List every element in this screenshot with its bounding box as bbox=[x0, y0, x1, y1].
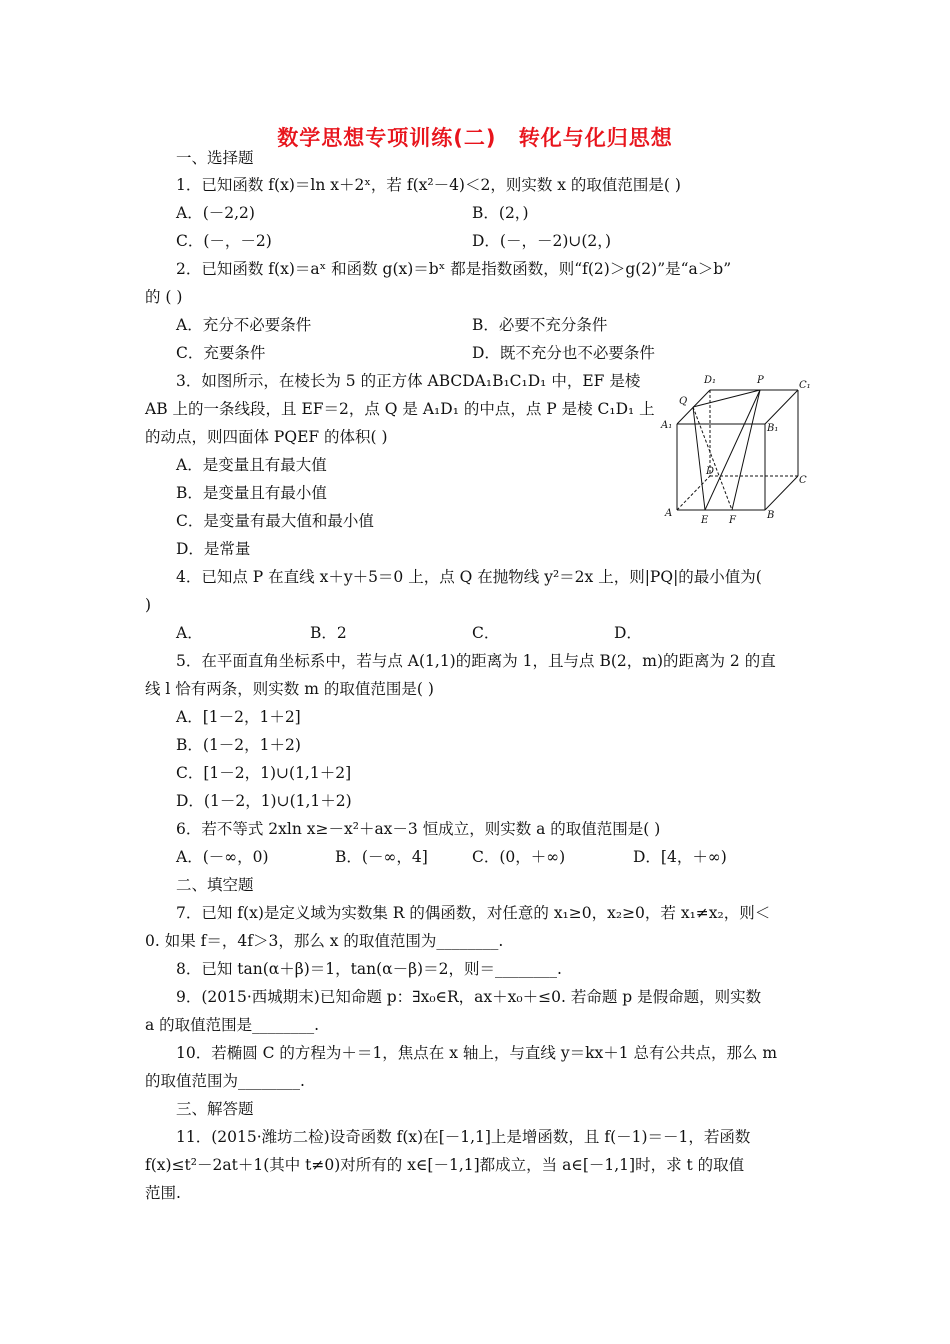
label-q: Q bbox=[679, 396, 688, 407]
question-7-stem: 7．已知 f(x)是定义域为实数集 R 的偶函数，对任意的 x₁≥0，x₂≥0，若 x₁≠x₂，则＜ bbox=[176, 904, 771, 922]
question-5-option-c: C．[1－2，1)∪(1,1＋2] bbox=[176, 764, 352, 782]
question-10-stem: 10．若椭圆 C 的方程为＋＝1，焦点在 x 轴上，与直线 y＝kx＋1 总有公共点，那么 m bbox=[176, 1044, 778, 1062]
question-5-option-b: B．(1－2，1＋2) bbox=[176, 736, 301, 754]
question-1-option-c: C．(－，－2) bbox=[176, 232, 272, 250]
section-heading-answer: 三、解答题 bbox=[176, 1100, 254, 1118]
page-title: 数学思想专项训练(二) 转化与化归思想 bbox=[277, 126, 673, 150]
question-9-continuation: a 的取值范围是________. bbox=[145, 1016, 320, 1034]
question-3-option-d: D．是常量 bbox=[176, 540, 251, 558]
segment-q-p bbox=[693, 390, 760, 407]
question-1-stem: 1．已知函数 f(x)＝ln x＋2ˣ，若 f(x²－4)＜2，则实数 x 的取值范围是( ) bbox=[176, 176, 681, 194]
question-5-continuation: 线 l 恰有两条，则实数 m 的取值范围是( ) bbox=[145, 680, 434, 698]
question-2-stem: 2．已知函数 f(x)＝aˣ 和函数 g(x)＝bˣ 都是指数函数，则“f(2)＞g(2)”是“a＞b” bbox=[176, 260, 732, 278]
question-5-option-d: D．(1－2，1)∪(1,1＋2) bbox=[176, 792, 352, 810]
question-11-line-3: 范围. bbox=[145, 1184, 181, 1202]
question-6-option-c: C．(0，＋∞) bbox=[472, 848, 566, 866]
question-4-option-d: D． bbox=[614, 624, 642, 642]
question-5-stem: 5．在平面直角坐标系中，若与点 A(1,1)的距离为 1，且与点 B(2，m)的距离为 2 的直 bbox=[176, 652, 776, 670]
question-11-line-2: f(x)≤t²－2at＋1(其中 t≠0)对所有的 x∈[－1,1]都成立，当 a∈[－1,1]时，求 t 的取值 bbox=[145, 1156, 745, 1174]
question-10-continuation: 的取值范围为________. bbox=[145, 1072, 305, 1090]
question-6-option-d: D．[4，＋∞) bbox=[633, 848, 727, 866]
question-6-option-b: B．(－∞，4] bbox=[335, 848, 428, 866]
edge-b-c bbox=[765, 476, 798, 510]
question-2-option-b: B．必要不充分条件 bbox=[472, 316, 608, 334]
question-2-continuation: 的 ( ) bbox=[145, 288, 183, 306]
section-heading-fill: 二、填空题 bbox=[176, 876, 254, 894]
segment-p-e bbox=[705, 390, 760, 510]
label-p: P bbox=[757, 375, 764, 386]
question-2-option-c: C．充要条件 bbox=[176, 344, 266, 362]
label-d1: D₁ bbox=[704, 375, 717, 386]
label-e: E bbox=[701, 515, 709, 526]
section-heading-choice: 一、选择题 bbox=[176, 149, 254, 167]
label-d: D bbox=[706, 466, 715, 477]
question-3-option-b: B．是变量且有最小值 bbox=[176, 484, 327, 502]
question-3-line-3: 的动点，则四面体 PQEF 的体积( ) bbox=[145, 428, 388, 446]
label-f: F bbox=[729, 515, 736, 526]
label-b1: B₁ bbox=[767, 423, 779, 434]
cube-figure bbox=[660, 368, 820, 528]
question-4-option-b: B．2 bbox=[310, 624, 347, 642]
question-6-stem: 6．若不等式 2xln x≥－x²＋ax－3 恒成立，则实数 a 的取值范围是( ) bbox=[176, 820, 661, 838]
question-9-stem: 9．(2015·西城期末)已知命题 p：∃x₀∈R，ax＋x₀＋≤0. 若命题 p 是假命题，则实数 bbox=[176, 988, 762, 1006]
segment-p-f bbox=[732, 390, 760, 510]
question-1-option-a: A．(－2,2) bbox=[176, 204, 255, 222]
edge-b1-c1 bbox=[765, 390, 798, 424]
label-c1: C₁ bbox=[799, 380, 811, 391]
label-a1: A₁ bbox=[661, 420, 673, 431]
question-5-option-a: A．[1－2，1＋2] bbox=[176, 708, 301, 726]
question-3-option-c: C．是变量有最大值和最小值 bbox=[176, 512, 374, 530]
question-1-option-b: B．(2，) bbox=[472, 204, 529, 222]
label-a: A bbox=[665, 508, 673, 519]
question-1-option-d: D．(－，－2)∪(2，) bbox=[472, 232, 612, 250]
question-6-option-a: A．(－∞，0) bbox=[176, 848, 269, 866]
question-11-stem: 11．(2015·潍坊二检)设奇函数 f(x)在[－1,1]上是增函数，且 f(－1)＝－1，若函数 bbox=[176, 1128, 751, 1146]
question-3-line-1: 3．如图所示，在棱长为 5 的正方体 ABCDA₁B₁C₁D₁ 中，EF 是棱 bbox=[176, 372, 641, 390]
question-3-line-2: AB 上的一条线段，且 EF＝2，点 Q 是 A₁D₁ 的中点，点 P 是棱 C₁D₁ 上 bbox=[145, 400, 655, 418]
question-2-option-d: D．既不充分也不必要条件 bbox=[472, 344, 655, 362]
question-7-continuation: 0. 如果 f＝，4f＞3，那么 x 的取值范围为________. bbox=[145, 932, 504, 950]
question-2-option-a: A．充分不必要条件 bbox=[176, 316, 312, 334]
label-b: B bbox=[767, 510, 775, 521]
question-4-stem: 4．已知点 P 在直线 x＋y＋5＝0 上，点 Q 在抛物线 y²＝2x 上，则|PQ|的最小值为( bbox=[176, 568, 762, 586]
hidden-edge-a-d bbox=[677, 476, 710, 510]
question-3-option-a: A．是变量且有最大值 bbox=[176, 456, 327, 474]
question-4-continuation: ) bbox=[145, 596, 152, 614]
label-c: C bbox=[799, 475, 807, 486]
question-4-option-a: A． bbox=[176, 624, 203, 642]
question-8-stem: 8．已知 tan(α＋β)＝1，tan(α－β)＝2，则＝________. bbox=[176, 960, 562, 978]
question-4-option-c: C． bbox=[472, 624, 500, 642]
cube-diagram bbox=[660, 368, 820, 528]
